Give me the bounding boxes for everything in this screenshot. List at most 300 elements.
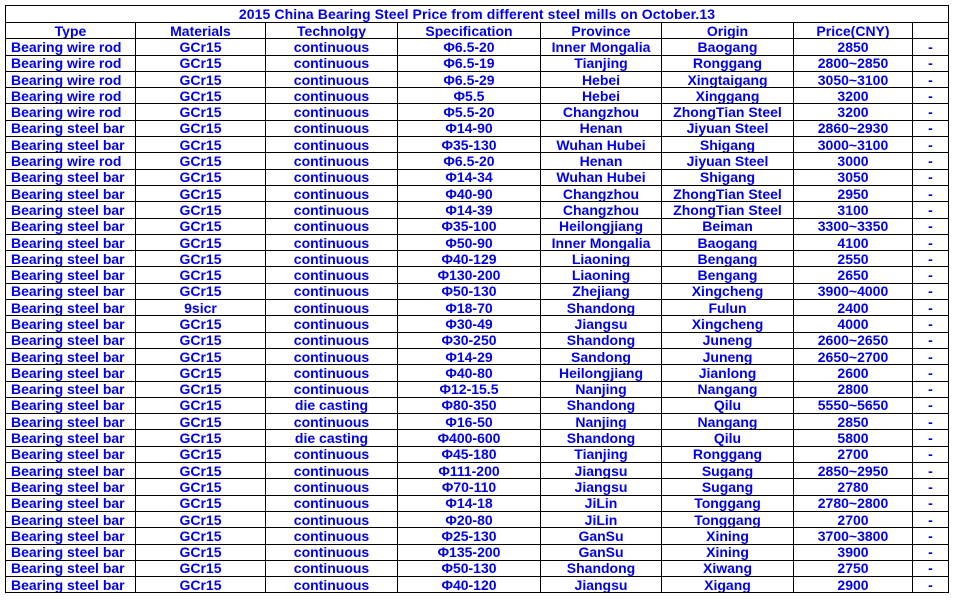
origin-cell: Sugang [662, 463, 794, 479]
price-cell: 2850 [794, 414, 913, 430]
type-cell: Bearing wire rod [6, 104, 136, 120]
technology-cell: continuous [266, 316, 398, 332]
type-cell: Bearing steel bar [6, 300, 136, 316]
dash-cell: - [913, 332, 949, 348]
price-cell: 2780~2800 [794, 495, 913, 511]
type-cell: Bearing wire rod [6, 55, 136, 71]
dash-cell: - [913, 55, 949, 71]
table-row [6, 234, 949, 250]
price-cell: 2850 [794, 39, 913, 55]
price-cell: 3200 [794, 104, 913, 120]
price-cell: 2400 [794, 300, 913, 316]
dash-cell: - [913, 71, 949, 87]
specification-cell: Φ14-90 [398, 120, 541, 136]
dash-cell: - [913, 283, 949, 299]
province-cell: Heilongjiang [541, 218, 662, 234]
materials-cell: GCr15 [136, 560, 266, 576]
materials-cell: GCr15 [136, 381, 266, 397]
price-table [5, 5, 949, 593]
specification-cell: Φ40-120 [398, 577, 541, 593]
origin-cell: Shigang [662, 137, 794, 153]
table-body [6, 39, 949, 593]
province-cell: Tianjing [541, 446, 662, 462]
origin-cell: ZhongTian Steel [662, 104, 794, 120]
province-cell: Jiangsu [541, 463, 662, 479]
technology-cell: continuous [266, 528, 398, 544]
table-row [6, 202, 949, 218]
technology-cell: continuous [266, 577, 398, 593]
type-cell: Bearing wire rod [6, 153, 136, 169]
price-cell: 2700 [794, 446, 913, 462]
type-cell: Bearing steel bar [6, 463, 136, 479]
origin-cell: Jianlong [662, 365, 794, 381]
table-row [6, 414, 949, 430]
technology-cell: continuous [266, 218, 398, 234]
price-cell: 2850~2950 [794, 463, 913, 479]
materials-cell: GCr15 [136, 251, 266, 267]
technology-cell: continuous [266, 251, 398, 267]
technology-cell: continuous [266, 283, 398, 299]
type-cell: Bearing steel bar [6, 251, 136, 267]
origin-cell: Beiman [662, 218, 794, 234]
table-row [6, 365, 949, 381]
technology-cell: continuous [266, 55, 398, 71]
specification-cell: Φ6.5-29 [398, 71, 541, 87]
origin-cell: Nangang [662, 414, 794, 430]
origin-cell: Jiyuan Steel [662, 153, 794, 169]
price-cell: 3900 [794, 544, 913, 560]
price-cell: 3050 [794, 169, 913, 185]
materials-cell: GCr15 [136, 528, 266, 544]
type-cell: Bearing steel bar [6, 479, 136, 495]
specification-cell: Φ130-200 [398, 267, 541, 283]
province-cell: Jiangsu [541, 479, 662, 495]
header-province: Province [541, 23, 662, 39]
materials-cell: GCr15 [136, 283, 266, 299]
materials-cell: GCr15 [136, 218, 266, 234]
technology-cell: die casting [266, 397, 398, 413]
price-cell: 2780 [794, 479, 913, 495]
price-cell: 2700 [794, 511, 913, 527]
origin-cell: Xingcheng [662, 316, 794, 332]
table-row [6, 153, 949, 169]
origin-cell: Qilu [662, 430, 794, 446]
origin-cell: Baogang [662, 234, 794, 250]
dash-cell: - [913, 137, 949, 153]
specification-cell: Φ40-129 [398, 251, 541, 267]
materials-cell: GCr15 [136, 495, 266, 511]
type-cell: Bearing steel bar [6, 430, 136, 446]
table-row [6, 397, 949, 413]
type-cell: Bearing steel bar [6, 120, 136, 136]
type-cell: Bearing steel bar [6, 234, 136, 250]
header-technology: Technolgy [266, 23, 398, 39]
specification-cell: Φ16-50 [398, 414, 541, 430]
origin-cell: Baogang [662, 39, 794, 55]
header-type: Type [6, 23, 136, 39]
specification-cell: Φ80-350 [398, 397, 541, 413]
origin-cell: ZhongTian Steel [662, 202, 794, 218]
dash-cell: - [913, 560, 949, 576]
dash-cell: - [913, 446, 949, 462]
dash-cell: - [913, 104, 949, 120]
type-cell: Bearing steel bar [6, 137, 136, 153]
table-row [6, 39, 949, 55]
origin-cell: Tonggang [662, 495, 794, 511]
specification-cell: Φ5.5 [398, 88, 541, 104]
specification-cell: Φ50-90 [398, 234, 541, 250]
header-row [6, 23, 949, 39]
type-cell: Bearing steel bar [6, 446, 136, 462]
specification-cell: Φ14-39 [398, 202, 541, 218]
specification-cell: Φ6.5-20 [398, 39, 541, 55]
technology-cell: continuous [266, 479, 398, 495]
technology-cell: continuous [266, 414, 398, 430]
specification-cell: Φ14-29 [398, 348, 541, 364]
province-cell: Inner Mongalia [541, 234, 662, 250]
type-cell: Bearing steel bar [6, 560, 136, 576]
origin-cell: Shigang [662, 169, 794, 185]
technology-cell: continuous [266, 544, 398, 560]
technology-cell: continuous [266, 202, 398, 218]
table-row [6, 446, 949, 462]
table-row [6, 55, 949, 71]
table-row [6, 577, 949, 593]
materials-cell: GCr15 [136, 120, 266, 136]
price-cell: 2650 [794, 267, 913, 283]
province-cell: JiLin [541, 495, 662, 511]
dash-cell: - [913, 397, 949, 413]
dash-cell: - [913, 39, 949, 55]
origin-cell: Juneng [662, 348, 794, 364]
technology-cell: continuous [266, 120, 398, 136]
table-row [6, 544, 949, 560]
type-cell: Bearing steel bar [6, 169, 136, 185]
technology-cell: continuous [266, 381, 398, 397]
materials-cell: GCr15 [136, 169, 266, 185]
table-row [6, 381, 949, 397]
materials-cell: GCr15 [136, 137, 266, 153]
specification-cell: Φ45-180 [398, 446, 541, 462]
technology-cell: continuous [266, 104, 398, 120]
title-row [6, 6, 949, 23]
header-extra [913, 23, 949, 39]
technology-cell: continuous [266, 348, 398, 364]
technology-cell: continuous [266, 300, 398, 316]
origin-cell: Xiwang [662, 560, 794, 576]
materials-cell: GCr15 [136, 202, 266, 218]
province-cell: GanSu [541, 528, 662, 544]
province-cell: Changzhou [541, 202, 662, 218]
type-cell: Bearing steel bar [6, 185, 136, 201]
specification-cell: Φ5.5-20 [398, 104, 541, 120]
price-cell: 5550~5650 [794, 397, 913, 413]
materials-cell: GCr15 [136, 153, 266, 169]
technology-cell: continuous [266, 137, 398, 153]
origin-cell: Ronggang [662, 446, 794, 462]
dash-cell: - [913, 185, 949, 201]
materials-cell: GCr15 [136, 267, 266, 283]
dash-cell: - [913, 169, 949, 185]
type-cell: Bearing steel bar [6, 511, 136, 527]
table-row [6, 71, 949, 87]
header-origin: Origin [662, 23, 794, 39]
origin-cell: Ronggang [662, 55, 794, 71]
materials-cell: GCr15 [136, 414, 266, 430]
materials-cell: GCr15 [136, 348, 266, 364]
dash-cell: - [913, 577, 949, 593]
specification-cell: Φ40-90 [398, 185, 541, 201]
table-row [6, 267, 949, 283]
specification-cell: Φ14-34 [398, 169, 541, 185]
specification-cell: Φ70-110 [398, 479, 541, 495]
type-cell: Bearing steel bar [6, 348, 136, 364]
price-cell: 2900 [794, 577, 913, 593]
type-cell: Bearing steel bar [6, 332, 136, 348]
origin-cell: Juneng [662, 332, 794, 348]
province-cell: Henan [541, 120, 662, 136]
dash-cell: - [913, 88, 949, 104]
dash-cell: - [913, 218, 949, 234]
province-cell: Nanjing [541, 414, 662, 430]
dash-cell: - [913, 463, 949, 479]
type-cell: Bearing steel bar [6, 397, 136, 413]
price-cell: 2600~2650 [794, 332, 913, 348]
type-cell: Bearing steel bar [6, 577, 136, 593]
table-row [6, 300, 949, 316]
province-cell: Shandong [541, 332, 662, 348]
specification-cell: Φ400-600 [398, 430, 541, 446]
materials-cell: GCr15 [136, 185, 266, 201]
price-cell: 2800 [794, 381, 913, 397]
type-cell: Bearing steel bar [6, 414, 136, 430]
table-row [6, 463, 949, 479]
table-row [6, 332, 949, 348]
origin-cell: ZhongTian Steel [662, 185, 794, 201]
type-cell: Bearing steel bar [6, 544, 136, 560]
type-cell: Bearing steel bar [6, 218, 136, 234]
technology-cell: continuous [266, 267, 398, 283]
province-cell: Jiangsu [541, 316, 662, 332]
header-specification: Specification [398, 23, 541, 39]
price-cell: 3200 [794, 88, 913, 104]
table-row [6, 185, 949, 201]
technology-cell: continuous [266, 560, 398, 576]
materials-cell: GCr15 [136, 55, 266, 71]
type-cell: Bearing steel bar [6, 365, 136, 381]
technology-cell: continuous [266, 365, 398, 381]
type-cell: Bearing wire rod [6, 39, 136, 55]
dash-cell: - [913, 430, 949, 446]
province-cell: Shandong [541, 430, 662, 446]
table-row [6, 218, 949, 234]
materials-cell: GCr15 [136, 463, 266, 479]
type-cell: Bearing wire rod [6, 71, 136, 87]
price-cell: 3100 [794, 202, 913, 218]
specification-cell: Φ111-200 [398, 463, 541, 479]
specification-cell: Φ12-15.5 [398, 381, 541, 397]
table-row [6, 495, 949, 511]
materials-cell: GCr15 [136, 88, 266, 104]
price-cell: 2650~2700 [794, 348, 913, 364]
province-cell: Wuhan Hubei [541, 169, 662, 185]
technology-cell: die casting [266, 430, 398, 446]
type-cell: Bearing steel bar [6, 381, 136, 397]
materials-cell: GCr15 [136, 71, 266, 87]
materials-cell: 9sicr [136, 300, 266, 316]
table-row [6, 479, 949, 495]
specification-cell: Φ30-250 [398, 332, 541, 348]
price-sheet [5, 5, 948, 593]
origin-cell: Xingtaigang [662, 71, 794, 87]
type-cell: Bearing steel bar [6, 202, 136, 218]
type-cell: Bearing steel bar [6, 495, 136, 511]
dash-cell: - [913, 495, 949, 511]
dash-cell: - [913, 202, 949, 218]
materials-cell: GCr15 [136, 365, 266, 381]
specification-cell: Φ30-49 [398, 316, 541, 332]
type-cell: Bearing steel bar [6, 316, 136, 332]
table-row [6, 283, 949, 299]
origin-cell: Xining [662, 528, 794, 544]
dash-cell: - [913, 153, 949, 169]
dash-cell: - [913, 511, 949, 527]
province-cell: Liaoning [541, 267, 662, 283]
specification-cell: Φ25-130 [398, 528, 541, 544]
province-cell: Shandong [541, 397, 662, 413]
price-cell: 2950 [794, 185, 913, 201]
price-cell: 4100 [794, 234, 913, 250]
province-cell: Sandong [541, 348, 662, 364]
type-cell: Bearing steel bar [6, 528, 136, 544]
specification-cell: Φ14-18 [398, 495, 541, 511]
price-cell: 3050~3100 [794, 71, 913, 87]
specification-cell: Φ35-130 [398, 137, 541, 153]
technology-cell: continuous [266, 463, 398, 479]
dash-cell: - [913, 234, 949, 250]
table-row [6, 120, 949, 136]
table-row [6, 316, 949, 332]
province-cell: GanSu [541, 544, 662, 560]
dash-cell: - [913, 267, 949, 283]
table-title: 2015 China Bearing Steel Price from different steel mills on October.13 [6, 6, 949, 23]
province-cell: Shandong [541, 300, 662, 316]
price-cell: 3000 [794, 153, 913, 169]
technology-cell: continuous [266, 153, 398, 169]
province-cell: Hebei [541, 71, 662, 87]
specification-cell: Φ50-130 [398, 560, 541, 576]
table-row [6, 169, 949, 185]
origin-cell: Tonggang [662, 511, 794, 527]
origin-cell: Nangang [662, 381, 794, 397]
dash-cell: - [913, 365, 949, 381]
province-cell: Changzhou [541, 104, 662, 120]
province-cell: Hebei [541, 88, 662, 104]
technology-cell: continuous [266, 88, 398, 104]
price-cell: 3300~3350 [794, 218, 913, 234]
table-row [6, 430, 949, 446]
province-cell: Inner Mongalia [541, 39, 662, 55]
table-row [6, 528, 949, 544]
dash-cell: - [913, 300, 949, 316]
price-cell: 2600 [794, 365, 913, 381]
technology-cell: continuous [266, 185, 398, 201]
price-cell: 2550 [794, 251, 913, 267]
technology-cell: continuous [266, 511, 398, 527]
specification-cell: Φ50-130 [398, 283, 541, 299]
price-cell: 3700~3800 [794, 528, 913, 544]
specification-cell: Φ18-70 [398, 300, 541, 316]
table-row [6, 104, 949, 120]
table-row [6, 560, 949, 576]
origin-cell: Bengang [662, 251, 794, 267]
province-cell: Zhejiang [541, 283, 662, 299]
table-row [6, 251, 949, 267]
province-cell: Jiangsu [541, 577, 662, 593]
origin-cell: Xinggang [662, 88, 794, 104]
price-cell: 2800~2850 [794, 55, 913, 71]
province-cell: Heilongjiang [541, 365, 662, 381]
technology-cell: continuous [266, 234, 398, 250]
technology-cell: continuous [266, 169, 398, 185]
dash-cell: - [913, 414, 949, 430]
province-cell: Shandong [541, 560, 662, 576]
specification-cell: Φ6.5-19 [398, 55, 541, 71]
price-cell: 2860~2930 [794, 120, 913, 136]
province-cell: Henan [541, 153, 662, 169]
type-cell: Bearing wire rod [6, 88, 136, 104]
type-cell: Bearing steel bar [6, 267, 136, 283]
materials-cell: GCr15 [136, 430, 266, 446]
specification-cell: Φ135-200 [398, 544, 541, 560]
materials-cell: GCr15 [136, 234, 266, 250]
technology-cell: continuous [266, 446, 398, 462]
price-cell: 5800 [794, 430, 913, 446]
origin-cell: Sugang [662, 479, 794, 495]
materials-cell: GCr15 [136, 479, 266, 495]
province-cell: Liaoning [541, 251, 662, 267]
dash-cell: - [913, 544, 949, 560]
materials-cell: GCr15 [136, 577, 266, 593]
specification-cell: Φ20-80 [398, 511, 541, 527]
materials-cell: GCr15 [136, 332, 266, 348]
dash-cell: - [913, 316, 949, 332]
specification-cell: Φ35-100 [398, 218, 541, 234]
table-row [6, 137, 949, 153]
dash-cell: - [913, 528, 949, 544]
origin-cell: Fulun [662, 300, 794, 316]
price-cell: 3000~3100 [794, 137, 913, 153]
province-cell: Changzhou [541, 185, 662, 201]
table-row [6, 88, 949, 104]
province-cell: Wuhan Hubei [541, 137, 662, 153]
specification-cell: Φ6.5-20 [398, 153, 541, 169]
materials-cell: GCr15 [136, 316, 266, 332]
province-cell: Tianjing [541, 55, 662, 71]
province-cell: Nanjing [541, 381, 662, 397]
dash-cell: - [913, 251, 949, 267]
origin-cell: Qilu [662, 397, 794, 413]
dash-cell: - [913, 348, 949, 364]
origin-cell: Xigang [662, 577, 794, 593]
table-row [6, 348, 949, 364]
technology-cell: continuous [266, 495, 398, 511]
materials-cell: GCr15 [136, 544, 266, 560]
origin-cell: Jiyuan Steel [662, 120, 794, 136]
price-cell: 4000 [794, 316, 913, 332]
type-cell: Bearing steel bar [6, 283, 136, 299]
province-cell: JiLin [541, 511, 662, 527]
